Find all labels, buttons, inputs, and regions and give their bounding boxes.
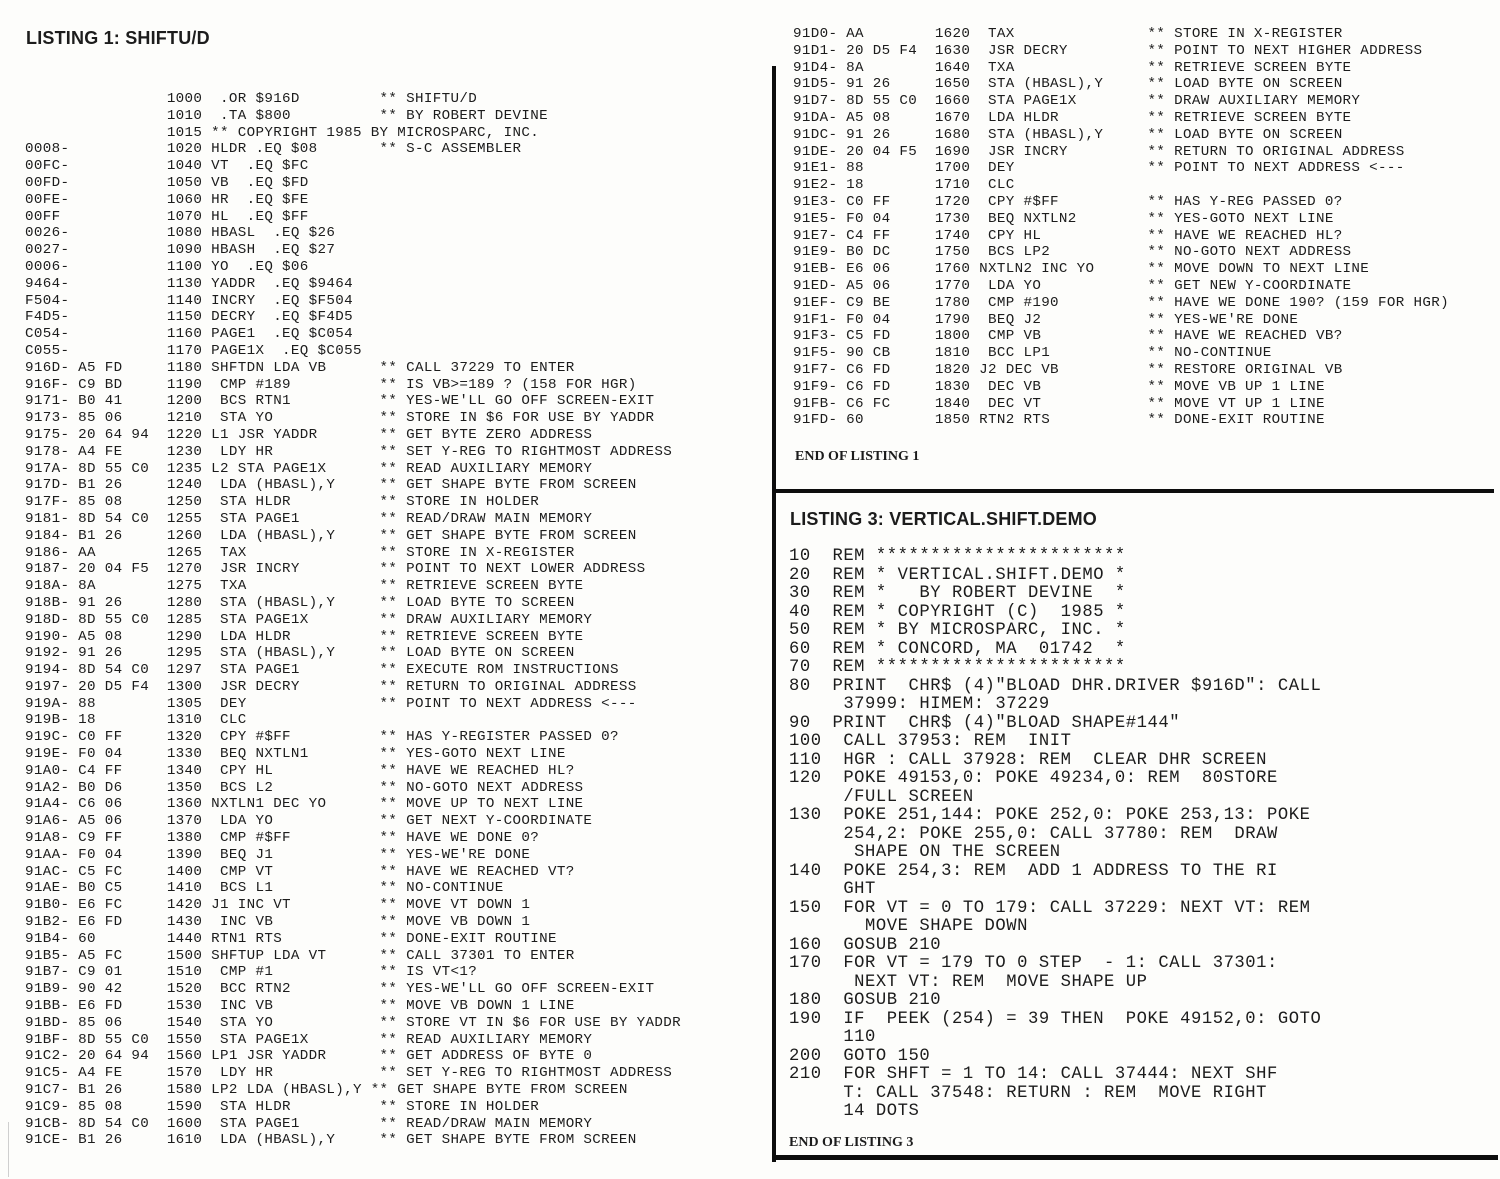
basic-line: 100 CALL 37953: REM INIT (789, 732, 1072, 751)
code-line: 0026- 1080 HBASL .EQ $26 (25, 225, 336, 242)
code-line: 91ED- A5 06 1770 LDA YO ** GET NEW Y-COORDINATE (793, 277, 1352, 294)
code-line: 91C5- A4 FE 1570 LDY HR ** SET Y-REG TO RIGHTMOST ADDRESS (25, 1065, 673, 1082)
code-line: 91CB- 8D 54 C0 1600 STA PAGE1 ** READ/DRAW MAIN MEMORY (25, 1115, 593, 1132)
code-line: 00FF 1070 HL .EQ $FF (25, 208, 309, 225)
code-line: C055- 1170 PAGE1X .EQ $C055 (25, 342, 362, 359)
code-line: 91B4- 60 1440 RTN1 RTS ** DONE-EXIT ROUTINE (25, 930, 557, 947)
code-line: 91F3- C5 FD 1800 CMP VB ** HAVE WE REACHED VB? (793, 328, 1343, 345)
code-line: 91E2- 18 1710 CLC (793, 177, 1015, 194)
code-line: 916F- C9 BD 1190 CMP #189 ** IS VB>=189 ? (158 FOR HGR) (25, 376, 637, 393)
code-line: C054- 1160 PAGE1 .EQ $C054 (25, 326, 353, 343)
basic-line: 14 DOTS (789, 1102, 920, 1121)
code-line: 91A8- C9 FF 1380 CMP #$FF ** HAVE WE DONE 0? (25, 830, 540, 847)
code-line: 91AC- C5 FC 1400 CMP VT ** HAVE WE REACHED VT? (25, 863, 575, 880)
code-line: 919B- 18 1310 CLC (25, 712, 247, 729)
code-line: 0006- 1100 YO .EQ $06 (25, 258, 309, 275)
page-edge-line (8, 1122, 9, 1177)
code-line: 9197- 20 D5 F4 1300 JSR DECRY ** RETURN TO ORIGINAL ADDRESS (25, 678, 637, 695)
code-line: 00FD- 1050 VB .EQ $FD (25, 174, 309, 191)
code-line: 91CE- B1 26 1610 LDA (HBASL),Y ** GET SHAPE BYTE FROM SCREEN (25, 1132, 637, 1149)
end-of-listing1-label: END OF LISTING 1 (795, 449, 920, 464)
code-line: 917D- B1 26 1240 LDA (HBASL),Y ** GET SHAPE BYTE FROM SCREEN (25, 477, 637, 494)
code-line: F4D5- 1150 DECRY .EQ $F4D5 (25, 309, 353, 326)
basic-line: 30 REM * BY ROBERT DEVINE * (789, 584, 1126, 603)
basic-line: GHT (789, 880, 876, 899)
basic-line: T: CALL 37548: RETURN : REM MOVE RIGHT (789, 1083, 1268, 1103)
basic-line: 140 POKE 254,3: REM ADD 1 ADDRESS TO THE RI (789, 861, 1278, 881)
code-line: 91AA- F0 04 1390 BEQ J1 ** YES-WE'RE DONE (25, 846, 531, 863)
code-line: 91E3- C0 FF 1720 CPY #$FF ** HAS Y-REG PASSED 0? (793, 193, 1343, 210)
code-line: 91A0- C4 FF 1340 CPY HL ** HAVE WE REACHED HL? (25, 762, 575, 779)
basic-line: 80 PRINT CHR$ (4)"BLOAD DHR.DRIVER $916D": CALL (789, 676, 1322, 696)
basic-line: NEXT VT: REM MOVE SHAPE UP (789, 972, 1148, 992)
code-line: 9184- B1 26 1260 LDA (HBASL),Y ** GET SHAPE BYTE FROM SCREEN (25, 527, 637, 544)
code-line: 9173- 85 06 1210 STA YO ** STORE IN $6 FOR USE BY YADDR (25, 410, 655, 427)
basic-line: 130 POKE 251,144: POKE 252,0: POKE 253,13: POKE (789, 806, 1311, 825)
code-line: 1000 .OR $916D ** SHIFTU/D (25, 91, 478, 107)
code-line: 91B7- C9 01 1510 CMP #1 ** IS VT<1? (25, 964, 478, 981)
basic-line: 50 REM * BY MICROSPARC, INC. * (789, 621, 1126, 640)
basic-line: 210 FOR SHFT = 1 TO 14: CALL 37444: NEXT SHF (789, 1065, 1278, 1084)
basic-line: 40 REM * COPYRIGHT (C) 1985 * (789, 602, 1126, 622)
code-line: 91BF- 8D 55 C0 1550 STA PAGE1X ** READ AUXILIARY MEMORY (25, 1031, 593, 1048)
code-line: 1015 ** COPYRIGHT 1985 BY MICROSPARC, INC. (25, 124, 540, 141)
code-line: 91EF- C9 BE 1780 CMP #190 ** HAVE WE DONE 190? (159 FOR HGR) (793, 294, 1449, 311)
code-line: 91F7- C6 FD 1820 J2 DEC VB ** RESTORE ORIGINAL VB (793, 361, 1343, 378)
column-divider-rule (772, 66, 776, 1162)
basic-line: 60 REM * CONCORD, MA 01742 * (789, 639, 1126, 659)
code-line: 91F5- 90 CB 1810 BCC LP1 ** NO-CONTINUE (793, 345, 1272, 362)
code-line: 917F- 85 08 1250 STA HLDR ** STORE IN HOLDER (25, 494, 540, 511)
listing1-title: LISTING 1: SHIFTU/D (26, 28, 210, 48)
code-line: 919E- F0 04 1330 BEQ NXTLN1 ** YES-GOTO NEXT LINE (25, 746, 566, 763)
code-line: 1010 .TA $800 ** BY ROBERT DEVINE (25, 107, 548, 124)
code-line: 9171- B0 41 1200 BCS RTN1 ** YES-WE'LL GO OFF SCREEN-EXIT (25, 393, 655, 410)
code-line: 91E1- 88 1700 DEY ** POINT TO NEXT ADDRESS <--- (793, 160, 1405, 177)
code-line: 918A- 8A 1275 TXA ** RETRIEVE SCREEN BYTE (25, 578, 584, 595)
code-line: 91A2- B0 D6 1350 BCS L2 ** NO-GOTO NEXT ADDRESS (25, 779, 584, 796)
code-line: 918B- 91 26 1280 STA (HBASL),Y ** LOAD BYTE TO SCREEN (25, 594, 575, 611)
code-line: 91F9- C6 FD 1830 DEC VB ** MOVE VB UP 1 LINE (793, 378, 1325, 395)
code-line: 9190- A5 08 1290 LDA HLDR ** RETRIEVE SCREEN BYTE (25, 628, 584, 645)
code-line: 91E9- B0 DC 1750 BCS LP2 ** NO-GOTO NEXT ADDRESS (793, 244, 1352, 261)
code-line: 9192- 91 26 1295 STA (HBASL),Y ** LOAD BYTE ON SCREEN (25, 645, 575, 662)
code-line: 91E5- F0 04 1730 BEQ NXTLN2 ** YES-GOTO NEXT LINE (793, 210, 1334, 227)
code-line: 918D- 8D 55 C0 1285 STA PAGE1X ** DRAW AUXILIARY MEMORY (25, 611, 593, 628)
basic-line: 110 HGR : CALL 37928: REM CLEAR DHR SCREEN (789, 750, 1268, 770)
code-line: 91DC- 91 26 1680 STA (HBASL),Y ** LOAD BYTE ON SCREEN (793, 126, 1343, 143)
code-line: 91B9- 90 42 1520 BCC RTN2 ** YES-WE'LL GO OFF SCREEN-EXIT (25, 981, 655, 998)
listing1-continued-code (793, 26, 1449, 429)
code-line: 9181- 8D 54 C0 1255 STA PAGE1 ** READ/DRAW MAIN MEMORY (25, 510, 593, 527)
code-line: 91FD- 60 1850 RTN2 RTS ** DONE-EXIT ROUTINE (793, 412, 1325, 429)
code-line: 91FB- C6 FC 1840 DEC VT ** MOVE VT UP 1 LINE (793, 395, 1325, 412)
code-line: 91B5- A5 FC 1500 SHFTUP LDA VT ** CALL 37301 TO ENTER (25, 947, 575, 964)
code-line: 91C7- B1 26 1580 LP2 LDA (HBASL),Y ** GET SHAPE BYTE FROM SCREEN (25, 1082, 628, 1099)
code-line: 9194- 8D 54 C0 1297 STA PAGE1 ** EXECUTE ROM INSTRUCTIONS (25, 662, 619, 679)
code-line: 91B0- E6 FC 1420 J1 INC VT ** MOVE VT DOWN 1 (25, 897, 531, 914)
code-line: 9175- 20 64 94 1220 L1 JSR YADDR ** GET BYTE ZERO ADDRESS (25, 426, 593, 443)
code-line: 9187- 20 04 F5 1270 JSR INCRY ** POINT TO NEXT LOWER ADDRESS (25, 561, 646, 578)
end-of-listing3-label: END OF LISTING 3 (789, 1135, 914, 1150)
code-line: 919A- 88 1305 DEY ** POINT TO NEXT ADDRESS <--- (25, 695, 637, 712)
code-line: 91A4- C6 06 1360 NXTLN1 DEC YO ** MOVE UP TO NEXT LINE (25, 796, 584, 813)
section-divider-rule (776, 489, 1494, 493)
basic-line: /FULL SCREEN (789, 787, 974, 807)
code-line: 91A6- A5 06 1370 LDA YO ** GET NEXT Y-COORDINATE (25, 813, 593, 830)
basic-line: 10 REM *********************** (789, 547, 1126, 566)
basic-line: 180 GOSUB 210 (789, 991, 942, 1010)
code-line: 91DA- A5 08 1670 LDA HLDR ** RETRIEVE SCREEN BYTE (793, 109, 1352, 126)
code-line: 91DE- 20 04 F5 1690 JSR INCRY ** RETURN TO ORIGINAL ADDRESS (793, 143, 1405, 160)
basic-line: 200 GOTO 150 (789, 1046, 931, 1066)
code-line: 9178- A4 FE 1230 LDY HR ** SET Y-REG TO RIGHTMOST ADDRESS (25, 443, 673, 460)
basic-line: 150 FOR VT = 0 TO 179: CALL 37229: NEXT VT: REM (789, 898, 1311, 918)
code-line: 0008- 1020 HLDR .EQ $08 ** S-C ASSEMBLER (25, 141, 522, 158)
code-line: 917A- 8D 55 C0 1235 L2 STA PAGE1X ** READ AUXILIARY MEMORY (25, 460, 593, 477)
code-line: 91D7- 8D 55 C0 1660 STA PAGE1X ** DRAW AUXILIARY MEMORY (793, 93, 1361, 110)
code-line: 91D1- 20 D5 F4 1630 JSR DECRY ** POINT TO NEXT HIGHER ADDRESS (793, 42, 1423, 59)
basic-line: 90 PRINT CHR$ (4)"BLOAD SHAPE#144" (789, 713, 1181, 733)
code-line: 91D4- 8A 1640 TXA ** RETRIEVE SCREEN BYTE (793, 59, 1352, 76)
code-line: 91D5- 91 26 1650 STA (HBASL),Y ** LOAD BYTE ON SCREEN (793, 76, 1343, 93)
code-line: 91D0- AA 1620 TAX ** STORE IN X-REGISTER (793, 26, 1343, 42)
code-line: 919C- C0 FF 1320 CPY #$FF ** HAS Y-REGISTER PASSED 0? (25, 729, 619, 746)
code-line: 91EB- E6 06 1760 NXTLN2 INC YO ** MOVE DOWN TO NEXT LINE (793, 261, 1370, 278)
code-line: 916D- A5 FD 1180 SHFTDN LDA VB ** CALL 37229 TO ENTER (25, 359, 575, 376)
code-line: 91BB- E6 FD 1530 INC VB ** MOVE VB DOWN 1 LINE (25, 998, 575, 1015)
basic-line: 120 POKE 49153,0: POKE 49234,0: REM 80STORE (789, 769, 1278, 788)
basic-line: 160 GOSUB 210 (789, 935, 942, 955)
basic-line: 254,2: POKE 255,0: CALL 37780: REM DRAW (789, 824, 1278, 844)
listing1-code (25, 91, 681, 1149)
bottom-rule (772, 1155, 1498, 1160)
code-line: 91AE- B0 C5 1410 BCS L1 ** NO-CONTINUE (25, 880, 504, 897)
code-line: 91C9- 85 08 1590 STA HLDR ** STORE IN HOLDER (25, 1098, 540, 1115)
code-line: 91E7- C4 FF 1740 CPY HL ** HAVE WE REACHED HL? (793, 227, 1343, 244)
code-line: 00FE- 1060 HR .EQ $FE (25, 191, 309, 208)
code-line: F504- 1140 INCRY .EQ $F504 (25, 292, 353, 309)
listing3-title: LISTING 3: VERTICAL.SHIFT.DEMO (790, 509, 1098, 529)
basic-line: 70 REM *********************** (789, 658, 1126, 677)
code-line: 91B2- E6 FD 1430 INC VB ** MOVE VB DOWN 1 (25, 914, 531, 931)
code-line: 00FC- 1040 VT .EQ $FC (25, 158, 309, 175)
basic-line: SHAPE ON THE SCREEN (789, 843, 1061, 862)
code-line: 91F1- F0 04 1790 BEQ J2 ** YES-WE'RE DONE (793, 311, 1299, 328)
basic-line: 20 REM * VERTICAL.SHIFT.DEMO * (789, 565, 1126, 585)
listing3-code (789, 548, 1321, 1122)
code-line: 0027- 1090 HBASH .EQ $27 (25, 242, 336, 259)
basic-line: 190 IF PEEK (254) = 39 THEN POKE 49152,0: GOTO (789, 1009, 1322, 1029)
basic-line: 110 (789, 1028, 876, 1047)
code-line: 91BD- 85 06 1540 STA YO ** STORE VT IN $6 FOR USE BY YADDR (25, 1014, 681, 1031)
basic-line: 37999: HIMEM: 37229 (789, 695, 1050, 714)
code-line: 91C2- 20 64 94 1560 LP1 JSR YADDR ** GET ADDRESS OF BYTE 0 (25, 1048, 593, 1065)
basic-line: 170 FOR VT = 179 TO 0 STEP - 1: CALL 37301: (789, 954, 1278, 973)
basic-line: MOVE SHAPE DOWN (789, 917, 1029, 936)
code-line: 9464- 1130 YADDR .EQ $9464 (25, 275, 353, 292)
code-line: 9186- AA 1265 TAX ** STORE IN X-REGISTER (25, 544, 575, 561)
